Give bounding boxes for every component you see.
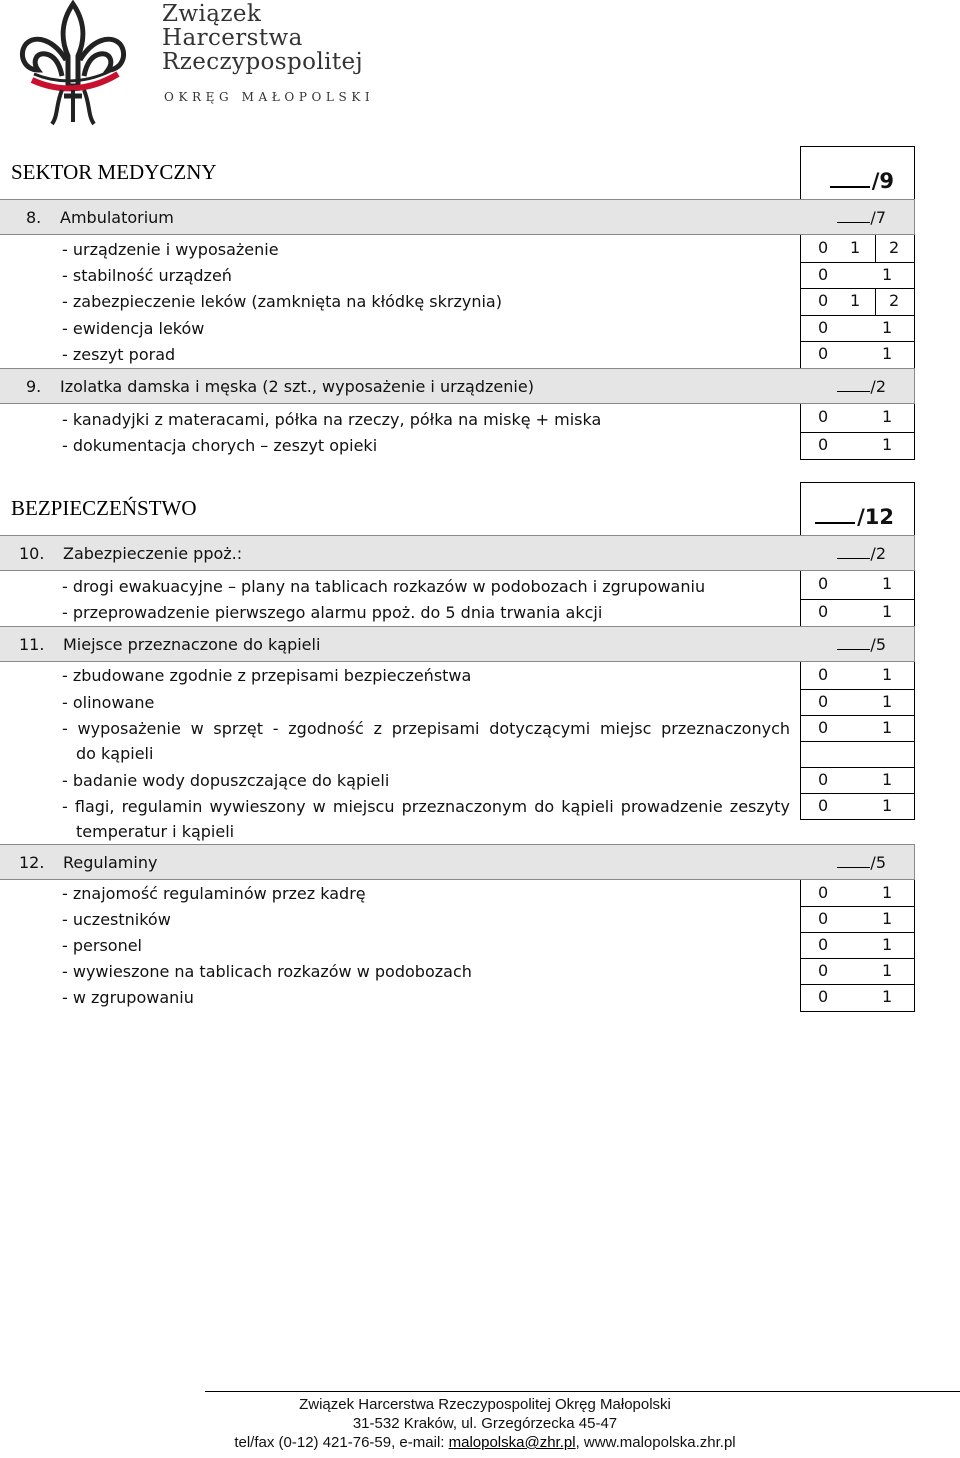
category-row (0, 199, 915, 235)
score-option[interactable]: 1 (882, 961, 893, 980)
score-option[interactable]: 1 (850, 291, 861, 310)
score-option[interactable]: 0 (818, 318, 829, 337)
footer-email-link[interactable]: malopolska@zhr.pl (448, 1434, 576, 1451)
item-text-continued: do kąpieli (76, 744, 154, 763)
footer-phone: tel/fax (0-12) 421-76-59, e-mail: (234, 1434, 449, 1451)
zhr-fleur-de-lis-logo (18, 0, 128, 128)
table-rule (800, 819, 915, 820)
score-option[interactable]: 1 (882, 318, 893, 337)
checklist-item: - personel (62, 936, 142, 955)
score-option[interactable]: 0 (818, 407, 829, 426)
score-option[interactable]: 0 (818, 961, 829, 980)
score-cell (800, 288, 915, 315)
footer-contact (205, 1433, 765, 1452)
item-text: - flagi, regulamin wywieszony w miejscu przeznaczonym do kąpieli prowadzenie zeszyty (62, 797, 790, 816)
score-option[interactable]: 0 (818, 987, 829, 1006)
category-row (0, 368, 915, 404)
score-option[interactable]: 2 (889, 291, 900, 310)
checklist-item: - kanadyjki z materacami, półka na rzeczy, półka na miskę + miska (62, 410, 602, 429)
table-rule (875, 235, 876, 262)
footer-address: 31-532 Kraków, ul. Grzegórzecka 45-47 (352, 1415, 618, 1432)
score-cell (800, 432, 915, 459)
score-cell (800, 958, 915, 984)
org-name-line-2: Harcerstwa (162, 25, 303, 51)
score-option[interactable]: 1 (882, 344, 893, 363)
footer-separator: , (575, 1434, 584, 1451)
org-name-line-3: Rzeczypospolitej (162, 49, 364, 75)
score-option[interactable]: 1 (882, 407, 893, 426)
score-option[interactable]: 1 (882, 602, 893, 621)
section-score: /12 (857, 505, 894, 529)
table-rule (800, 459, 915, 460)
score-cell (800, 689, 915, 715)
score-cell (800, 571, 915, 599)
checklist-item: - zeszyt porad (62, 345, 176, 364)
score-option[interactable]: 1 (882, 909, 893, 928)
score-option[interactable]: 1 (882, 796, 893, 815)
checklist-item: - znajomość regulaminów przez kadrę (62, 884, 366, 903)
category-number: 10. (19, 544, 45, 563)
score-option[interactable]: 1 (882, 435, 893, 454)
category-label: Miejsce przeznaczone do kąpieli (63, 635, 321, 654)
score-option[interactable]: 1 (882, 770, 893, 789)
score-option[interactable]: 0 (818, 718, 829, 737)
checklist-item: - urządzenie i wyposażenie (62, 240, 279, 259)
checklist-item: - uczestników (62, 910, 171, 929)
score-option[interactable]: 1 (882, 665, 893, 684)
section-score: /9 (871, 169, 894, 193)
section-score-box (800, 146, 915, 200)
score-option[interactable]: 0 (818, 344, 829, 363)
category-points: /7 (870, 208, 886, 227)
score-option[interactable]: 0 (818, 883, 829, 902)
organization-name (162, 2, 363, 74)
category-number: 9. (26, 377, 42, 396)
score-cell (800, 315, 915, 341)
checklist-item: - zabezpieczenie leków (zamknięta na kłódkę skrzynia) (62, 292, 502, 311)
category-row (0, 626, 915, 662)
score-cell (800, 906, 915, 932)
category-points: /5 (870, 635, 886, 654)
checklist-item: - badanie wody dopuszczające do kąpieli (62, 771, 390, 790)
checklist-item: - drogi ewakuacyjne – plany na tablicach rozkazów w podobozach i zgrupowaniu (62, 577, 706, 596)
score-option[interactable]: 1 (882, 987, 893, 1006)
table-rule (800, 741, 915, 742)
score-option[interactable]: 0 (818, 574, 829, 593)
checklist-item-multiline (62, 794, 790, 844)
checklist-item: - olinowane (62, 693, 155, 712)
score-option[interactable]: 2 (889, 238, 900, 257)
checklist-item: - wywieszone na tablicach rozkazów w podobozach (62, 962, 472, 981)
organization-region: OKRĘG MAŁOPOLSKI (164, 90, 375, 104)
score-option[interactable]: 1 (882, 718, 893, 737)
score-option[interactable]: 0 (818, 602, 829, 621)
category-points: /2 (870, 544, 886, 563)
score-cell (800, 341, 915, 368)
table-rule (800, 1011, 915, 1012)
score-option[interactable]: 1 (850, 238, 861, 257)
score-option[interactable]: 0 (818, 265, 829, 284)
section-score-box (800, 482, 915, 536)
item-text-continued: temperatur i kąpieli (76, 822, 235, 841)
category-points: /2 (870, 377, 886, 396)
category-row (0, 844, 915, 880)
table-rule (875, 288, 876, 315)
score-option[interactable]: 1 (882, 265, 893, 284)
score-cell (800, 404, 915, 432)
score-option[interactable]: 0 (818, 291, 829, 310)
score-cell (800, 932, 915, 958)
score-option[interactable]: 1 (882, 935, 893, 954)
category-number: 8. (26, 208, 42, 227)
score-option[interactable]: 1 (882, 883, 893, 902)
footer-org: Związek Harcerstwa Rzeczypospolitej Okręg Małopolski (299, 1396, 671, 1413)
score-option[interactable]: 0 (818, 435, 829, 454)
score-option[interactable]: 0 (818, 935, 829, 954)
checklist-item: - przeprowadzenie pierwszego alarmu ppoż. do 5 dnia trwania akcji (62, 603, 603, 622)
score-cell (800, 793, 915, 819)
category-label: Ambulatorium (60, 208, 174, 227)
footer-divider (205, 1391, 960, 1392)
score-cell (800, 767, 915, 793)
category-label: Izolatka damska i męska (2 szt., wyposażenie i urządzenie) (60, 377, 534, 396)
score-option[interactable]: 1 (882, 692, 893, 711)
checklist-item: - zbudowane zgodnie z przepisami bezpieczeństwa (62, 666, 472, 685)
checklist-item-multiline (62, 716, 790, 766)
section-title: SEKTOR MEDYCZNY (11, 160, 217, 184)
category-row (0, 535, 915, 571)
checklist-item: - ewidencja leków (62, 319, 205, 338)
footer-website[interactable]: www.malopolska.zhr.pl (583, 1434, 736, 1451)
item-text: - wyposażenie w sprzęt - zgodność z przepisami dotyczącymi miejsc przeznaczonych (62, 719, 790, 738)
checklist-item: - w zgrupowaniu (62, 988, 194, 1007)
score-option[interactable]: 0 (818, 665, 829, 684)
score-option[interactable]: 0 (818, 909, 829, 928)
score-cell (800, 599, 915, 626)
score-option[interactable]: 0 (818, 238, 829, 257)
checklist-item: - stabilność urządzeń (62, 266, 232, 285)
score-cell (800, 880, 915, 906)
category-number: 11. (19, 635, 45, 654)
category-label: Zabezpieczenie ppoż.: (63, 544, 243, 563)
score-cell (800, 662, 915, 689)
section-title: BEZPIECZEŃSTWO (11, 496, 197, 520)
category-label: Regulaminy (63, 853, 158, 872)
score-option[interactable]: 0 (818, 796, 829, 815)
score-option[interactable]: 0 (818, 770, 829, 789)
score-cell (800, 984, 915, 1011)
score-cell (800, 235, 915, 262)
checklist-item: - dokumentacja chorych – zeszyt opieki (62, 436, 378, 455)
score-option[interactable]: 0 (818, 692, 829, 711)
category-number: 12. (19, 853, 45, 872)
score-option[interactable]: 1 (882, 574, 893, 593)
category-points: /5 (870, 853, 886, 872)
score-cell (800, 262, 915, 288)
org-name-line-1: Związek (162, 1, 262, 27)
